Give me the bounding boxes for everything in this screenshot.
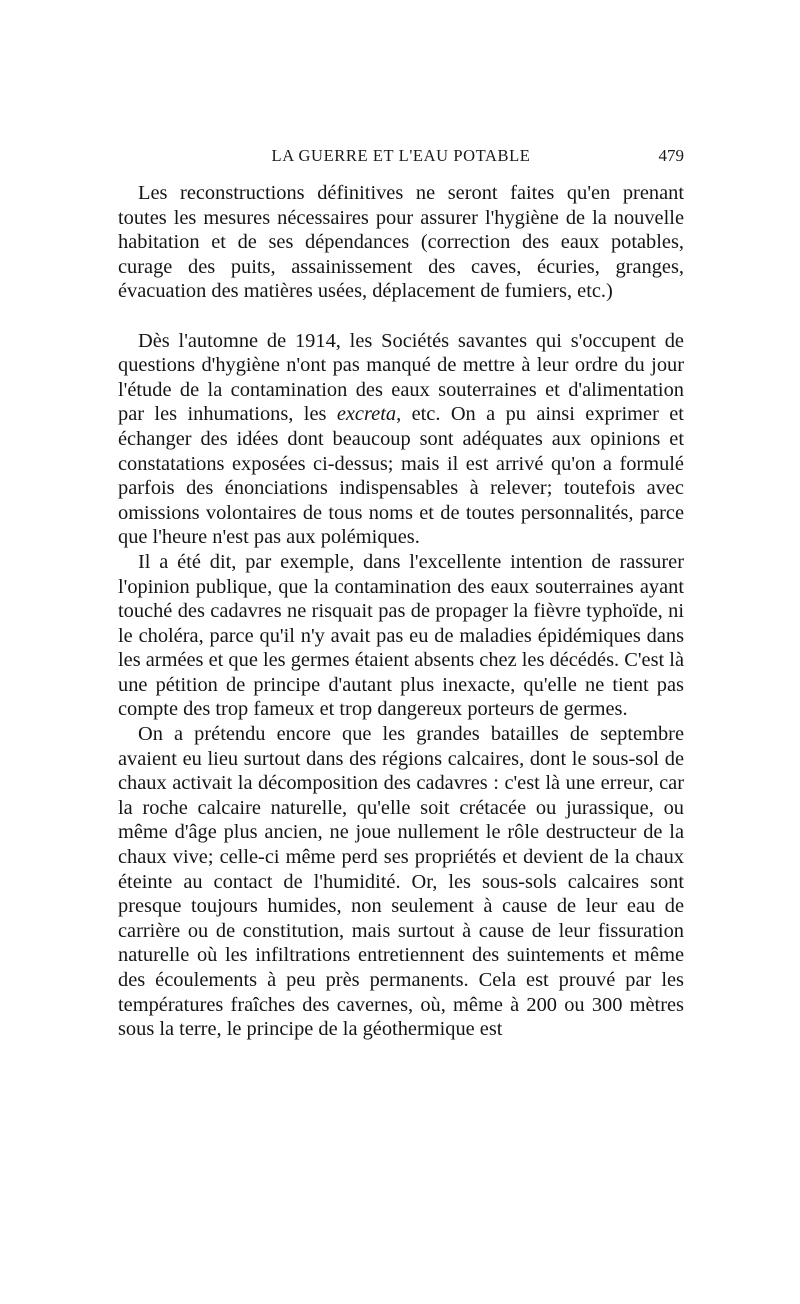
running-title: LA GUERRE ET L'EAU POTABLE xyxy=(271,146,531,165)
italic-term: excreta xyxy=(336,403,397,426)
paragraph-text-before: Dès l'automne de 1914, les Sociétés savantes qui s'occupent de questions d'hygiène n'ont pas manqué de mettre à leur ordre du jour l'étude de la contamination des eaux souterraines et d'alimentation par les inhumations, les xyxy=(118,329,684,426)
paragraph-societes-savantes xyxy=(118,329,684,550)
page-header xyxy=(118,146,684,168)
paragraph-reconstructions: Les reconstructions définitives ne seront faites qu'en prenant toutes les mesures nécessaires pour assurer l'hygiène de la nouvelle habitation et de ses dépendances (correction des eaux potables, curage des puits, assainissement des caves, écuries, granges, évacuation des matières usées, déplacement de fumiers, etc.) xyxy=(118,182,684,303)
body-text xyxy=(118,181,684,1042)
paragraph-text-after: , etc. On a pu ainsi exprimer et échanger des idées dont beaucoup sont adéquates aux opinions et constatations exposées ci-dessus; mais il est arrivé qu'on a formulé parfois des énonciations indispensables à relever; toutefois avec omissions volontaires de tous noms et de toutes personnalités, parce que l'heure n'est pas aux polémiques. xyxy=(118,403,684,549)
paragraph-regions-calcaires: On a prétendu encore que les grandes batailles de septembre avaient eu lieu surtout dans des régions calcaires, dont le sous-sol de chaux activait la décomposition des cadavres : c'est là une erreur, car la roche calcaire naturelle, qu'elle soit crétacée ou jurassique, ou même d'âge plus ancien, ne joue nullement le rôle destructeur de la chaux vive; celle-ci même perd ses propriétés et devient de la chaux éteinte au contact de l'humidité. Or, les sous-sols calcaires sont presque toujours humides, non seulement à cause de leur eau de carrière ou de constitution, mais surtout à cause de leur fissuration naturelle où les infiltrations entretiennent des suintements et même des écoulements à peu près permanents. Cela est prouvé par les températures fraîches des cavernes, où, même à 200 ou 300 mètres sous la terre, le principe de la géothermique est xyxy=(118,723,684,1041)
page-number: 479 xyxy=(658,146,684,165)
paragraph-fievre-typhoide: Il a été dit, par exemple, dans l'excellente intention de rassurer l'opinion publique, que la contamination des eaux souterraines ayant touché des cadavres ne risquait pas de propager la fièvre typhoïde, ni le choléra, parce qu'il n'y avait pas eu de maladies épidémiques dans les armées et que les germes étaient absents chez les décédés. C'est là une pétition de principe d'autant plus inexacte, qu'elle ne tient pas compte des trop fameux et trop dangereux porteurs de germes. xyxy=(118,550,684,721)
